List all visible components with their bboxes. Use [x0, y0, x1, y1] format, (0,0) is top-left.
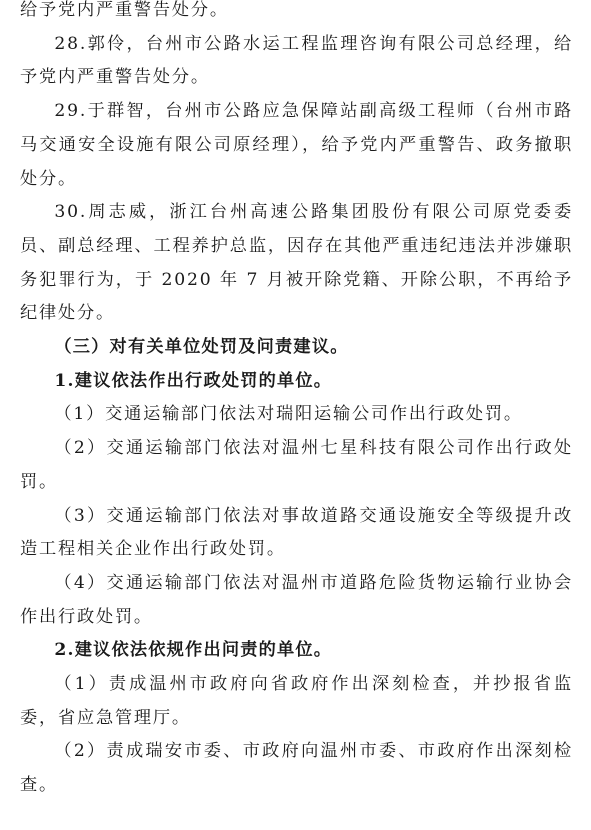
- paragraph-sub1-item-2: （2）交通运输部门依法对温州七星科技有限公司作出行政处罚。: [20, 438, 573, 492]
- paragraph-sub1-item-3: （3）交通运输部门依法对事故道路交通设施安全等级提升改造工程相关企业作出行政处罚。: [20, 505, 573, 560]
- paragraph-sub2-item-1: （1）责成温州市政府向省政府作出深刻检查，并抄报省监委，省应急管理厅。: [20, 674, 573, 728]
- paragraph-item-29: 29.于群智，台州市公路应急保障站副高级工程师（台州市路马交通安全设施有限公司原经理），给予党内严重警告、政务撤职处分。: [20, 101, 573, 189]
- section-heading-3: （三）对有关单位处罚及问责建议。: [54, 337, 349, 358]
- subsection-heading-1: 1.建议依法作出行政处罚的单位。: [54, 370, 333, 391]
- paragraph-sub2-item-2: （2）责成瑞安市委、市政府向温州市委、市政府作出深刻检查。: [20, 741, 573, 796]
- paragraph-item-30: 30.周志威，浙江台州高速公路集团股份有限公司原党委委员、副总经理、工程养护总监，因存在其他严重违纪违法并涉嫌职务犯罪行为，于 2020 年 7 月被开除党籍、开除公职，不再给予纪律处分。: [20, 202, 573, 324]
- subsection-heading-2: 2.建议依法依规作出问责的单位。: [54, 640, 333, 661]
- paragraph-continued-27: 给予党内严重警告处分。: [20, 0, 229, 20]
- paragraph-sub1-item-1: （1）交通运输部门依法对瑞阳运输公司作出行政处罚。: [54, 404, 523, 425]
- paragraph-item-28: 28.郭伶，台州市公路水运工程监理咨询有限公司总经理，给予党内严重警告处分。: [20, 33, 573, 88]
- paragraph-sub1-item-4: （4）交通运输部门依法对温州市道路危险货物运输行业协会作出行政处罚。: [20, 572, 573, 627]
